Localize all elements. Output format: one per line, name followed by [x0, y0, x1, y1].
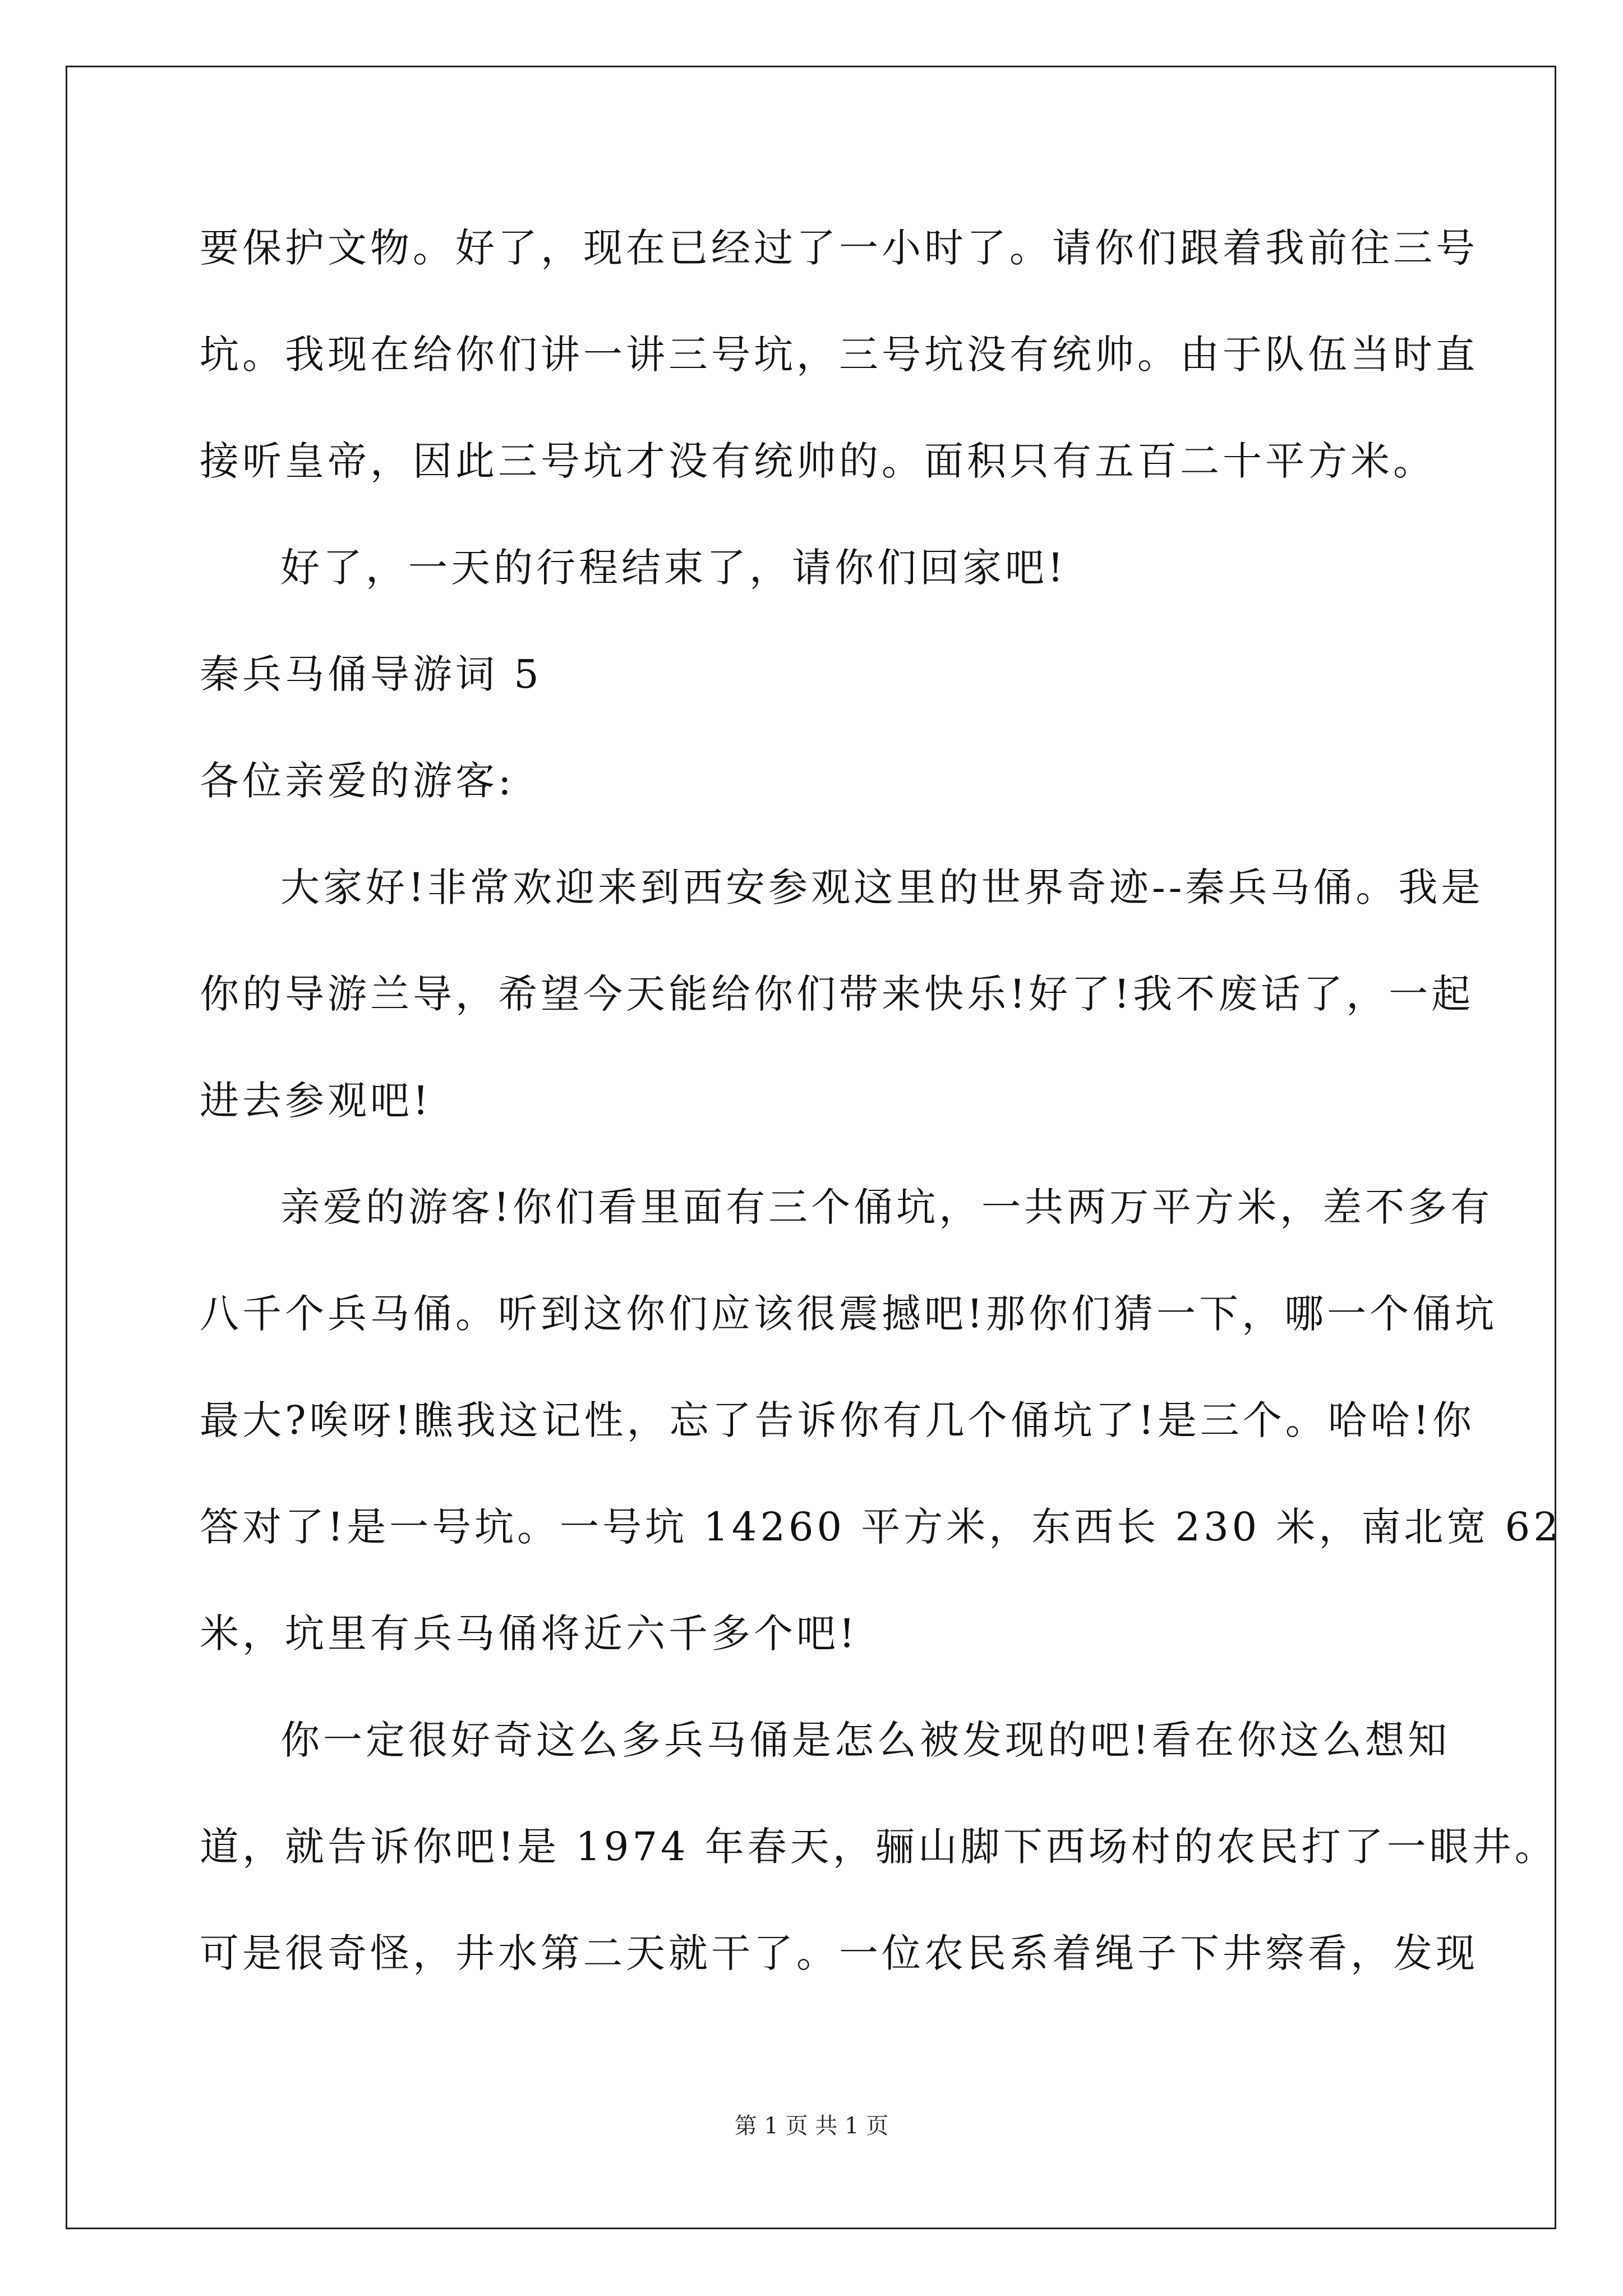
greeting-line: 各位亲爱的游客: [200, 758, 515, 804]
body-text-line: 道，就告诉你吧!是 1974 年春天，骊山脚下西场村的农民打了一眼井。 [200, 1824, 1557, 1870]
body-text-line: 要保护文物。好了，现在已经过了一小时了。请你们跟着我前往三号 [200, 225, 1478, 271]
body-text-line: 可是很奇怪，井水第二天就干了。一位农民系着绳子下井察看，发现 [200, 1930, 1478, 1976]
body-text-line: 答对了!是一号坑。一号坑 14260 平方米，东西长 230 米，南北宽 62 [200, 1504, 1562, 1550]
section-title: 秦兵马俑导游词 5 [200, 651, 542, 697]
body-text-line: 亲爱的游客!你们看里面有三个俑坑，一共两万平方米，差不多有 [280, 1184, 1493, 1230]
page-border [66, 66, 1562, 2229]
body-text-line: 最大?唉呀!瞧我这记性，忘了告诉你有几个俑坑了!是三个。哈哈!你 [200, 1397, 1475, 1443]
body-text-line: 米，坑里有兵马俑将近六千多个吧! [200, 1611, 859, 1657]
body-text-line: 八千个兵马俑。听到这你们应该很震撼吧!那你们猜一下，哪一个俑坑 [200, 1291, 1498, 1337]
body-text-line: 坑。我现在给你们讲一讲三号坑，三号坑没有统帅。由于队伍当时直 [200, 332, 1478, 378]
body-text-line: 进去参观吧! [200, 1078, 432, 1124]
body-text-line: 接听皇帝，因此三号坑才没有统帅的。面积只有五百二十平方米。 [200, 438, 1436, 484]
page-footer: 第 1 页 共 1 页 [734, 2113, 889, 2139]
body-text-line: 大家好!非常欢迎来到西安参观这里的世界奇迹--秦兵马俑。我是 [280, 864, 1484, 910]
body-text-line: 你的导游兰导，希望今天能给你们带来快乐!好了!我不废话了，一起 [200, 971, 1474, 1017]
body-text-line: 好了，一天的行程结束了，请你们回家吧! [280, 545, 1067, 591]
body-text-line: 你一定很好奇这么多兵马俑是怎么被发现的吧!看在你这么想知 [280, 1717, 1451, 1763]
